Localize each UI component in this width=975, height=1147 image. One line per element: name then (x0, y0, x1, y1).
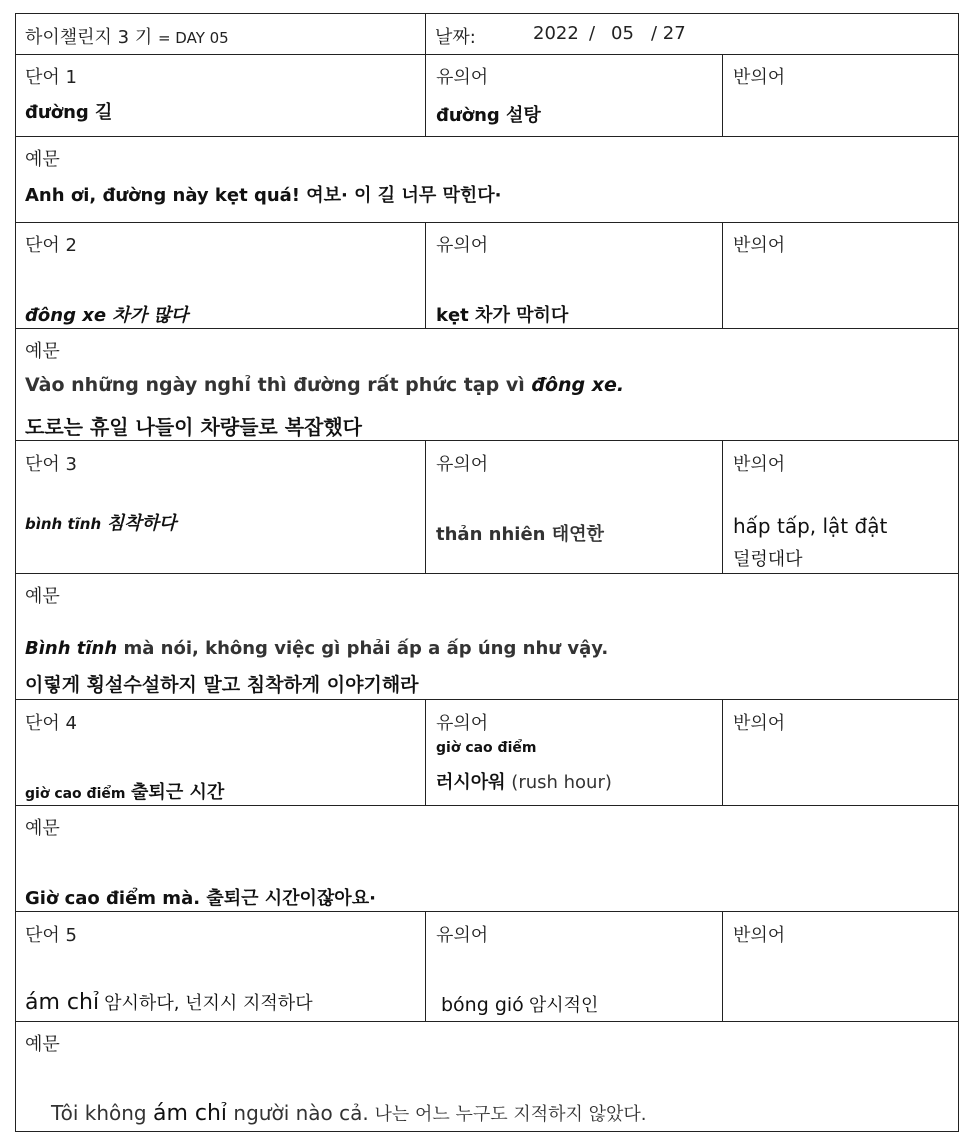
example-1-cell (15, 136, 959, 223)
antonym-value-vi: hấp tấp, lật đật (733, 514, 888, 538)
antonym-label: 반의어 (733, 713, 786, 734)
example-sentence: Tôi không ám chỉ người nào cả. 나는 어느 누구도 지적하지 않았다. (51, 1101, 647, 1126)
synonym-value: kẹt 차가 막히다 (436, 305, 569, 326)
word-value: bình tĩnh 침착하다 (25, 513, 177, 534)
antonym-label: 반의어 (733, 67, 786, 88)
antonym-3-cell (722, 440, 959, 574)
example-label: 예문 (25, 341, 60, 362)
synonym-value: thản nhiên 태연한 (436, 524, 604, 545)
word-label: 단어 2 (25, 235, 77, 256)
example-label: 예문 (25, 586, 60, 607)
synonym-value-vi: giờ cao điểm (436, 740, 537, 756)
antonym-2-cell (722, 222, 959, 329)
example-2-cell (15, 328, 959, 441)
word-1-cell (15, 54, 426, 137)
word-2-cell (15, 222, 426, 329)
antonym-label: 반의어 (733, 925, 786, 946)
example-sentence: Giờ cao điểm mà. 출퇴근 시간이잖아요· (25, 888, 376, 909)
synonym-4-cell (425, 699, 723, 806)
header-date-cell (425, 13, 959, 55)
date-day: / 27 (651, 23, 686, 44)
header-title: 하이챌린지 3 기 = DAY 05 (25, 27, 229, 48)
synonym-label: 유의어 (436, 235, 489, 256)
word-value: ám chỉ 암시하다, 넌지시 지적하다 (25, 990, 313, 1015)
example-sentence-vi: Vào những ngày nghỉ thì đường rất phức tạp vì đông xe. (25, 374, 625, 396)
word-3-cell (15, 440, 426, 574)
example-3-cell (15, 573, 959, 700)
synonym-label: 유의어 (436, 454, 489, 475)
synonym-2-cell (425, 222, 723, 329)
antonym-label: 반의어 (733, 235, 786, 256)
word-label: 단어 5 (25, 925, 77, 946)
synonym-value: 러시아워 (rush hour) (436, 772, 612, 793)
word-label: 단어 3 (25, 454, 77, 475)
synonym-5-cell (425, 911, 723, 1022)
antonym-value-ko: 덜렁대다 (733, 549, 803, 570)
synonym-value: đường 설탕 (436, 105, 541, 126)
example-sentence-ko: 도로는 휴일 나들이 차량들로 복잡했다 (25, 415, 362, 439)
example-sentence-ko: 이렇게 횡설수설하지 말고 침착하게 이야기해라 (25, 674, 419, 696)
example-sentence: Anh ơi, đường này kẹt quá! 여보· 이 길 너무 막힌다· (25, 185, 502, 206)
synonym-3-cell (425, 440, 723, 574)
example-5-cell (15, 1021, 959, 1132)
synonym-label: 유의어 (436, 713, 489, 734)
word-value: đường 길 (25, 102, 113, 123)
header-title-cell (15, 13, 426, 55)
date-month: 05 (611, 23, 634, 44)
word-label: 단어 1 (25, 67, 77, 88)
antonym-1-cell (722, 54, 959, 137)
example-sentence-vi: Bình tĩnh mà nói, không việc gì phải ấp a ấp úng như vậy. (25, 638, 609, 659)
date-label: 날짜: (435, 27, 476, 48)
example-label: 예문 (25, 1034, 60, 1055)
antonym-4-cell (722, 699, 959, 806)
word-value: đông xe 차가 많다 (25, 305, 189, 326)
synonym-label: 유의어 (436, 67, 489, 88)
synonym-label: 유의어 (436, 925, 489, 946)
word-value: giờ cao điểm 출퇴근 시간 (25, 782, 225, 803)
example-label: 예문 (25, 818, 60, 839)
date-sep: / (589, 23, 596, 44)
word-label: 단어 4 (25, 713, 77, 734)
antonym-label: 반의어 (733, 454, 786, 475)
example-4-cell (15, 805, 959, 912)
word-4-cell (15, 699, 426, 806)
date-year: 2022 (533, 23, 579, 44)
word-5-cell (15, 911, 426, 1022)
example-label: 예문 (25, 149, 60, 170)
synonym-1-cell (425, 54, 723, 137)
synonym-value: bóng gió 암시적인 (441, 994, 599, 1016)
antonym-5-cell (722, 911, 959, 1022)
